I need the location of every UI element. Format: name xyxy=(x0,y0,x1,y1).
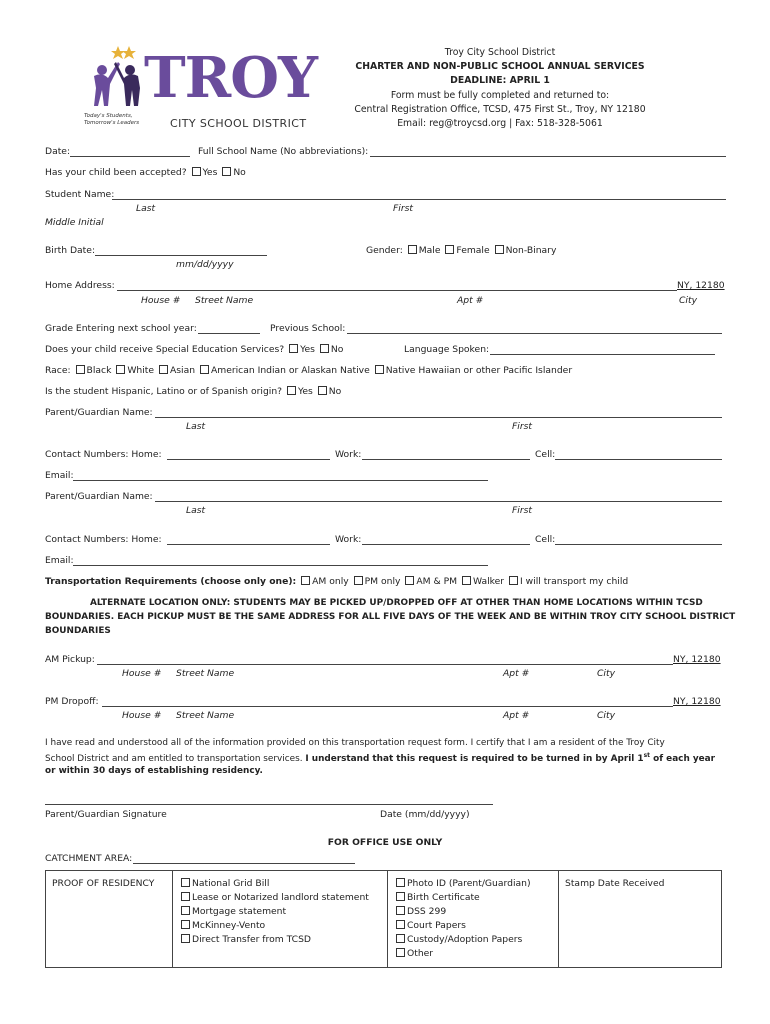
guardian1-work-label: Work: xyxy=(335,449,362,460)
office-checkbox[interactable] xyxy=(396,920,405,929)
guardian2-work-input[interactable] xyxy=(362,544,530,545)
student-last-caption: Last xyxy=(136,203,156,214)
date-label: Date: xyxy=(45,146,71,157)
office-item xyxy=(179,919,381,933)
birth-date-label: Birth Date: xyxy=(45,245,96,256)
guardian1-home-label: Contact Numbers: Home: xyxy=(45,449,162,460)
home-city-caption: City xyxy=(679,295,698,306)
guardian2-email-input[interactable] xyxy=(73,565,488,566)
logo-tagline-line1: Today's Students, xyxy=(84,113,133,119)
guardian2-last-caption: Last xyxy=(186,505,206,516)
hispanic-label: Is the student Hispanic, Latino or of Spanish origin? xyxy=(45,386,283,397)
office-item xyxy=(394,877,552,891)
logo-tagline xyxy=(84,113,139,127)
student-name-input[interactable] xyxy=(112,199,726,200)
hispanic-no-checkbox[interactable] xyxy=(318,386,327,395)
birth-date-format: mm/dd/yyyy xyxy=(176,259,234,270)
office-item xyxy=(179,891,381,905)
pm-dropoff-input[interactable] xyxy=(102,706,673,707)
pm-apt-caption: Apt # xyxy=(503,710,530,721)
guardian2-name-input[interactable] xyxy=(155,501,722,502)
school-name-label: Full School Name (No abbreviations): xyxy=(198,146,369,157)
hispanic-yes-checkbox[interactable] xyxy=(287,386,296,395)
signature-input[interactable] xyxy=(45,804,493,805)
guardian2-home-label: Contact Numbers: Home: xyxy=(45,534,162,545)
guardian1-name-label: Parent/Guardian Name: xyxy=(45,407,153,418)
proof-of-residency-cell xyxy=(46,871,173,968)
student-first-caption: First xyxy=(393,203,414,214)
office-checkbox[interactable] xyxy=(396,892,405,901)
am-city-caption: City xyxy=(597,668,616,679)
office-item-label: Birth Certificate xyxy=(407,892,480,903)
catchment-input[interactable] xyxy=(133,863,355,864)
office-checkbox[interactable] xyxy=(396,878,405,887)
home-address-label: Home Address: xyxy=(45,280,115,291)
transport-self-label: I will transport my child xyxy=(520,576,629,587)
cert-line2 xyxy=(45,752,715,764)
office-use-title: FOR OFFICE USE ONLY xyxy=(327,837,443,848)
female-label: Female xyxy=(456,245,490,256)
pm-city-caption: City xyxy=(597,710,616,721)
gender-row xyxy=(366,245,556,256)
grade-input[interactable] xyxy=(198,333,260,334)
office-item xyxy=(394,919,552,933)
cert-line1: I have read and understood all of the information provided on this transportation request form. I certify that I am a resident of the Troy City xyxy=(45,738,665,748)
header-block xyxy=(300,46,700,131)
no-label: No xyxy=(233,167,246,178)
guardian2-cell-input[interactable] xyxy=(555,544,722,545)
guardian1-last-caption: Last xyxy=(186,421,206,432)
guardian1-first-caption: First xyxy=(512,421,533,432)
home-ny-zip: NY, 12180 xyxy=(677,280,725,291)
hispanic-row xyxy=(45,386,341,397)
yes-label: Yes xyxy=(202,167,218,178)
race-white-label: White xyxy=(127,365,155,376)
student-middle-caption: Middle Initial xyxy=(45,217,104,228)
office-item xyxy=(394,933,552,947)
special-ed-row xyxy=(45,344,343,355)
transport-label: Transportation Requirements (choose only one): xyxy=(45,576,297,587)
race-asian-checkbox[interactable] xyxy=(159,365,168,374)
special-ed-label: Does your child receive Special Education Services? xyxy=(45,344,285,355)
office-item-label: Direct Transfer from TCSD xyxy=(192,934,311,945)
pm-house-caption: House # xyxy=(122,710,162,721)
pm-dropoff-label: PM Dropoff: xyxy=(45,696,99,707)
office-contact: Email: reg@troycsd.org | Fax: 518-328-5061 xyxy=(397,118,603,130)
office-col2 xyxy=(173,871,388,968)
am-pickup-label: AM Pickup: xyxy=(45,654,95,665)
race-native-label: American Indian or Alaskan Native xyxy=(210,365,370,376)
office-item xyxy=(394,905,552,919)
accepted-yes-checkbox[interactable] xyxy=(192,167,201,176)
office-item xyxy=(394,947,552,961)
race-asian-label: Asian xyxy=(169,365,196,376)
office-item-label: National Grid Bill xyxy=(192,878,270,889)
guardian1-name-input[interactable] xyxy=(155,417,722,418)
nonbinary-label: Non-Binary xyxy=(505,245,557,256)
cert-line2-end: of each year xyxy=(650,753,716,764)
guardian1-email-label: Email: xyxy=(45,470,74,481)
office-item-label: Other xyxy=(407,948,434,959)
cert-line2-bold: I understand that this request is required to be turned in by April 1 xyxy=(305,753,644,764)
office-item-label: Mortgage statement xyxy=(192,906,287,917)
am-pickup-ny-zip: NY, 12180 xyxy=(673,654,721,665)
district-name: Troy City School District xyxy=(444,47,556,58)
race-hawaiian-label: Native Hawaiian or other Pacific Islander xyxy=(385,365,573,376)
pm-dropoff-ny-zip: NY, 12180 xyxy=(673,696,721,707)
birth-date-input[interactable] xyxy=(95,255,267,256)
transport-walker-checkbox[interactable] xyxy=(462,576,471,585)
office-item-label: Custody/Adoption Papers xyxy=(407,934,523,945)
guardian1-cell-label: Cell: xyxy=(535,449,556,460)
race-hawaiian-checkbox[interactable] xyxy=(375,365,384,374)
guardian2-name-label: Parent/Guardian Name: xyxy=(45,491,153,502)
date-input[interactable] xyxy=(70,156,190,157)
cert-line3: or within 30 days of establishing residency. xyxy=(45,766,263,776)
logo-word: TROY xyxy=(144,45,317,111)
home-apt-caption: Apt # xyxy=(457,295,484,306)
catchment-label: CATCHMENT AREA: xyxy=(45,853,133,864)
office-checkbox[interactable] xyxy=(396,948,405,957)
office-checkbox[interactable] xyxy=(396,934,405,943)
transport-ampm-checkbox[interactable] xyxy=(405,576,414,585)
am-apt-caption: Apt # xyxy=(503,668,530,679)
race-native-checkbox[interactable] xyxy=(200,365,209,374)
office-item-label: Lease or Notarized landlord statement xyxy=(192,892,369,903)
form-title: CHARTER AND NON-PUBLIC SCHOOL ANNUAL SERVICES xyxy=(355,61,645,73)
transport-walker-label: Walker xyxy=(472,576,505,587)
proof-of-residency-label: PROOF OF RESIDENCY xyxy=(52,878,155,889)
office-checkbox[interactable] xyxy=(181,934,190,943)
office-item xyxy=(179,933,381,947)
signature-date-label: Date (mm/dd/yyyy) xyxy=(380,809,470,820)
race-black-checkbox[interactable] xyxy=(76,365,85,374)
race-white-checkbox[interactable] xyxy=(116,365,125,374)
guardian1-email-input[interactable] xyxy=(73,480,488,481)
guardian1-home-input[interactable] xyxy=(167,459,330,460)
office-item xyxy=(179,877,381,891)
yes-label: Yes xyxy=(297,386,313,397)
student-name-label: Student Name: xyxy=(45,189,115,200)
home-street-caption: Street Name xyxy=(195,295,254,306)
gender-female-checkbox[interactable] xyxy=(445,245,454,254)
cert-line2-normal: School District and am entitled to transportation services. xyxy=(45,753,306,764)
race-black-label: Black xyxy=(86,365,112,376)
office-checkbox[interactable] xyxy=(181,892,190,901)
previous-school-label: Previous School: xyxy=(270,323,346,334)
office-item xyxy=(179,905,381,919)
male-label: Male xyxy=(418,245,441,256)
district-logo xyxy=(82,44,332,134)
guardian1-cell-input[interactable] xyxy=(555,459,722,460)
race-row xyxy=(45,365,572,376)
home-house-caption: House # xyxy=(141,295,181,306)
office-address: Central Registration Office, TCSD, 475 First St., Troy, NY 12180 xyxy=(354,103,646,115)
office-item xyxy=(394,891,552,905)
yes-label: Yes xyxy=(300,344,315,355)
language-input[interactable] xyxy=(490,354,715,355)
grade-label: Grade Entering next school year: xyxy=(45,323,197,334)
am-house-caption: House # xyxy=(122,668,162,679)
office-checkbox[interactable] xyxy=(181,920,190,929)
office-checkbox[interactable] xyxy=(181,878,190,887)
guardian1-work-input[interactable] xyxy=(362,459,530,460)
alt-notice-line2: BOUNDARIES. EACH PICKUP MUST BE THE SAME ADDRESS FOR ALL FIVE DAYS OF THE WEEK AND BE WITHIN TROY CITY SCHOOL DISTRICT xyxy=(45,612,736,622)
office-checkbox[interactable] xyxy=(181,906,190,915)
gender-nonbinary-checkbox[interactable] xyxy=(495,245,504,254)
special-ed-no-checkbox[interactable] xyxy=(320,344,329,353)
guardian2-home-input[interactable] xyxy=(167,544,330,545)
transport-am-checkbox[interactable] xyxy=(301,576,310,585)
gender-male-checkbox[interactable] xyxy=(408,245,417,254)
office-item-label: McKinney-Vento xyxy=(192,920,266,931)
race-label: Race: xyxy=(45,365,71,376)
accepted-row xyxy=(45,167,246,178)
alt-notice-line1: ALTERNATE LOCATION ONLY: STUDENTS MAY BE PICKED UP/DROPPED OFF AT OTHER THAN HOME LOCATIONS WITHIN TCSD xyxy=(90,598,703,608)
logo-tagline-line2: Tomorrow's Leaders xyxy=(84,120,140,126)
previous-school-input[interactable] xyxy=(347,333,722,334)
pm-street-caption: Street Name xyxy=(176,710,235,721)
form-deadline: DEADLINE: APRIL 1 xyxy=(450,75,550,87)
transport-pm-checkbox[interactable] xyxy=(354,576,363,585)
office-use-table xyxy=(45,870,722,968)
special-ed-yes-checkbox[interactable] xyxy=(289,344,298,353)
transport-pm-label: PM only xyxy=(364,576,401,587)
no-label: No xyxy=(330,344,344,355)
guardian2-first-caption: First xyxy=(512,505,533,516)
language-label: Language Spoken: xyxy=(404,344,490,355)
gender-label: Gender: xyxy=(366,245,403,256)
no-label: No xyxy=(328,386,342,397)
guardian2-cell-label: Cell: xyxy=(535,534,556,545)
guardian2-work-label: Work: xyxy=(335,534,362,545)
transport-self-checkbox[interactable] xyxy=(509,576,518,585)
accepted-label: Has your child been accepted? xyxy=(45,167,187,178)
am-pickup-input[interactable] xyxy=(97,664,673,665)
stamp-date-label: Stamp Date Received xyxy=(565,878,665,889)
cert-sup: st xyxy=(643,752,651,759)
transport-am-label: AM only xyxy=(312,576,349,587)
home-address-input[interactable] xyxy=(117,290,677,291)
form-instructions: Form must be fully completed and returned to: xyxy=(390,89,610,101)
transport-ampm-label: AM & PM xyxy=(416,576,458,587)
office-item-label: Photo ID (Parent/Guardian) xyxy=(407,878,531,889)
office-col3 xyxy=(388,871,559,968)
office-item-label: DSS 299 xyxy=(407,906,447,917)
office-checkbox[interactable] xyxy=(396,906,405,915)
am-street-caption: Street Name xyxy=(176,668,235,679)
stamp-date-cell[interactable] xyxy=(559,871,722,968)
signature-label: Parent/Guardian Signature xyxy=(45,809,167,820)
office-item-label: Court Papers xyxy=(407,920,466,931)
logo-subtitle: CITY SCHOOL DISTRICT xyxy=(170,117,307,130)
accepted-no-checkbox[interactable] xyxy=(222,167,231,176)
transport-row xyxy=(45,576,628,587)
school-name-input[interactable] xyxy=(370,156,726,157)
guardian2-email-label: Email: xyxy=(45,555,74,566)
alt-notice-line3: BOUNDARIES xyxy=(45,626,111,636)
